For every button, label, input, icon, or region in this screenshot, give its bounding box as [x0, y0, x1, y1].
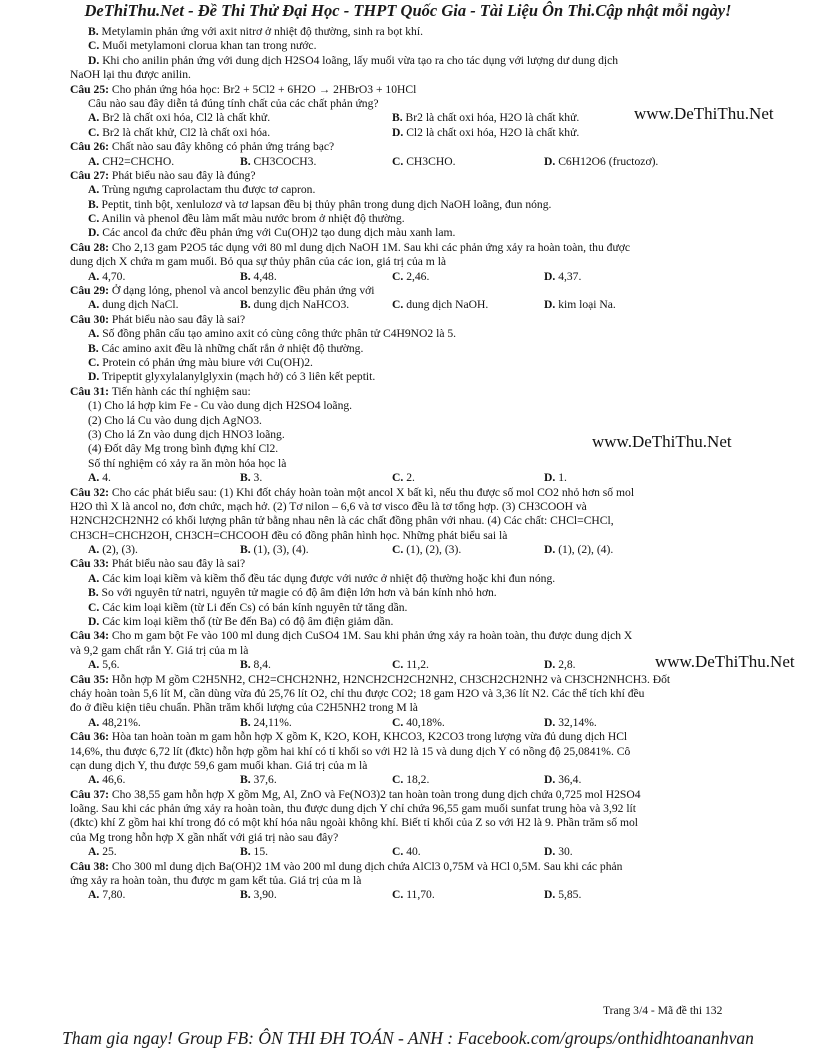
question-37-cont: (đktc) khí Z gồm hai khí trong đó có một khí hóa nâu ngoài không khí. Biết tỉ khối của Z so với H2 là 9. Phần trăm số mol: [70, 816, 639, 830]
option-line: A. Trùng ngưng caprolactam thu được tơ capron.: [88, 183, 316, 197]
question-35: Câu 35: Hỗn hợp M gồm C2H5NH2, CH2=CHCH2NH2, H2NCH2CH2CH2NH2, CH3CH2CH2NH2 và CH3CH2NHCH3. Đốt: [70, 672, 671, 686]
experiment-line: (3) Cho lá Zn vào dung dịch HNO3 loãng.: [88, 427, 285, 441]
choices-row: A. CH2=CHCHO. B. CH3COCH3. C. CH3CHO. D. C6H12O6 (fructozơ).: [88, 154, 659, 168]
question-34: Câu 34: Cho m gam bột Fe vào 100 ml dung dịch CuSO4 1M. Sau khi phản ứng xảy ra hoàn toàn, thu được dung dịch X: [70, 629, 633, 643]
choices-row: A. Br2 là chất oxi hóa, Cl2 là chất khử. B. Br2 là chất oxi hóa, H2O là chất khử.: [88, 111, 580, 125]
page-footer-link[interactable]: Tham gia ngay! Group FB: ÔN THI ĐH TOÁN - ANH : Facebook.com/groups/onthidhtoananhvan: [62, 1028, 754, 1048]
experiment-line: (4) Đốt dây Mg trong bình đựng khí Cl2.: [88, 442, 279, 456]
question-31-ask: Số thí nghiệm có xảy ra ăn mòn hóa học là: [88, 456, 287, 470]
question-34-cont: và 9,2 gam chất rắn Y. Giá trị của m là: [70, 643, 249, 657]
option-line: C. Anilin và phenol đều làm mất màu nước brom ở nhiệt độ thường.: [88, 212, 405, 226]
choices-row: A. 7,80. B. 3,90. C. 11,70. D. 5,85.: [88, 888, 582, 902]
option-line: C. Protein có phản ứng màu biure với Cu(OH)2.: [88, 355, 313, 369]
option-line: NaOH lại thu được anilin.: [70, 68, 191, 82]
choices-row: C. Br2 là chất khử, Cl2 là chất oxi hóa. D. Cl2 là chất oxi hóa, H2O là chất khử.: [88, 125, 580, 139]
question-37: Câu 37: Cho 38,55 gam hỗn hợp X gồm Mg, Al, ZnO và Fe(NO3)2 tan hoàn toàn trong dung dịch chứa 0,725 mol H2SO4: [70, 787, 641, 801]
question-38-cont: ứng xảy ra hoàn toàn, thu được m gam kết tủa. Giá trị của m là: [70, 874, 362, 888]
experiment-line: (2) Cho lá Cu vào dung dịch AgNO3.: [88, 413, 262, 427]
question-30: Câu 30: Phát biểu nào sau đây là sai?: [70, 312, 246, 326]
question-27: Câu 27: Phát biểu nào sau đây là đúng?: [70, 168, 256, 182]
choices-row: A. 4,70. B. 4,48. C. 2,46. D. 4,37.: [88, 269, 582, 283]
option-line: D. Các ancol đa chức đều phản ứng với Cu(OH)2 tạo dung dịch màu xanh lam.: [88, 226, 456, 240]
question-33: Câu 33: Phát biểu nào sau đây là sai?: [70, 557, 246, 571]
question-25: Câu 25: Cho phản ứng hóa học: Br2 + 5Cl2 + 6H2O → 2HBrO3 + 10HCl: [70, 82, 417, 96]
question-32-cont: H2NCH2CH2NH2 có khối lượng phân tử bằng nhau nên là các chất đồng phân với nhau. (4) Các chất: CHCl=CHCl,: [70, 514, 614, 528]
option-line: A. Các kim loại kiềm và kiềm thổ đều tác dụng được với nước ở nhiệt độ thường hoặc khi đun nóng.: [88, 571, 556, 585]
option-line: D. Khi cho anilin phản ứng với dung dịch H2SO4 loãng, lấy muối vừa tạo ra cho tác dụng với lượng dư dung dịch: [88, 53, 619, 67]
question-32: Câu 32: Cho các phát biểu sau: (1) Khi đốt cháy hoàn toàn một ancol X bất kì, nếu thu được số mol CO2 nhỏ hơn số mol: [70, 485, 635, 499]
question-25-sub: Câu nào sau đây diễn tả đúng tính chất của các chất phản ứng?: [88, 96, 379, 110]
choices-row: A. 25. B. 15. C. 40. D. 30.: [88, 845, 573, 859]
choices-row: A. dung dịch NaCl. B. dung dịch NaHCO3. C. dung dịch NaOH. D. kim loại Na.: [88, 298, 616, 312]
question-36-cont: 14,6%, thu được 6,72 lít (đktc) hỗn hợp gồm hai khí có tỉ khối so với H2 là 15 và dung dịch Y có nồng độ 25,0841%. Cô: [70, 744, 631, 758]
choices-row: A. (2), (3). B. (1), (3), (4). C. (1), (2), (3). D. (1), (2), (4).: [88, 543, 614, 557]
question-38: Câu 38: Cho 300 ml dung dịch Ba(OH)2 1M vào 200 ml dung dịch chứa AlCl3 0,75M và HCl 0,5M. Sau khi các phản: [70, 859, 623, 873]
option-line: D. Các kim loại kiềm thổ (từ Be đến Ba) có độ âm điện giảm dần.: [88, 615, 394, 629]
question-32-cont: CH3CH=CHCH2OH, CH3CH=CHCOOH đều có đồng phân hình học. Những phát biểu sai là: [70, 528, 508, 542]
exam-content: [70, 25, 748, 903]
option-line: B. So với nguyên tử natri, nguyên tử magie có độ âm điện lớn hơn và bán kính nhỏ hơn.: [88, 586, 497, 600]
option-line: A. Số đồng phân cấu tạo amino axit có cùng công thức phân tử C4H9NO2 là 5.: [88, 327, 457, 341]
watermark-1: www.DeThiThu.Net: [634, 104, 774, 123]
question-28: Câu 28: Cho 2,13 gam P2O5 tác dụng với 80 ml dung dịch NaOH 1M. Sau khi các phản ứng xảy ra hoàn toàn, thu được: [70, 240, 631, 254]
watermark-3: www.DeThiThu.Net: [655, 652, 795, 671]
question-26: Câu 26: Chất nào sau đây không có phản ứng tráng bạc?: [70, 140, 335, 154]
experiment-line: (1) Cho lá hợp kim Fe - Cu vào dung dịch H2SO4 loãng.: [88, 399, 353, 413]
option-line: C. Các kim loại kiềm (từ Li đến Cs) có bán kính nguyên tử tăng dần.: [88, 600, 408, 614]
choices-row: A. 4. B. 3. C. 2. D. 1.: [88, 471, 567, 485]
question-32-cont: H2O thì X là ancol no, đơn chức, mạch hở. (2) Tơ nilon – 6,6 và tơ visco đều là tơ tổng hợp. (3) CH3COOH và: [70, 499, 587, 513]
choices-row: A. 5,6. B. 8,4. C. 11,2. D. 2,8.: [88, 658, 576, 672]
option-line: B. Metylamin phản ứng với axit nitrơ ở nhiệt độ thường, sinh ra bọt khí.: [88, 25, 423, 38]
option-line: B. Peptit, tinh bột, xenlulozơ và tơ lapsan đều bị thủy phân trong dung dịch NaOH loãng, đun nóng.: [88, 197, 552, 211]
option-line: D. Tripeptit glyxylalanylglyxin (mạch hở) có 3 liên kết peptit.: [88, 370, 376, 384]
watermark-2: www.DeThiThu.Net: [592, 432, 732, 451]
question-36-cont: cạn dung dịch Y, thu được 59,6 gam muối khan. Giá trị của m là: [70, 758, 368, 772]
question-35-cont: đo ở điều kiện tiêu chuẩn. Phần trăm khối lượng của C2H5NH2 trong M là: [70, 701, 418, 715]
question-35-cont: cháy hoàn toàn 5,6 lít M, cần dùng vừa đủ 25,76 lít O2, chỉ thu được CO2; 18 gam H2O và 3,36 lít N2. Các thể tích khí đều: [70, 686, 645, 700]
page-header: DeThiThu.Net - Đề Thi Thử Đại Học - THPT Quốc Gia - Tài Liệu Ôn Thi.Cập nhật mỗi ngày!: [84, 1, 732, 20]
choices-row: A. 48,21%. B. 24,11%. C. 40,18%. D. 32,14%.: [88, 715, 597, 729]
question-31: Câu 31: Tiến hành các thí nghiệm sau:: [70, 384, 251, 398]
question-36: Câu 36: Hòa tan hoàn toàn m gam hỗn hợp X gồm K, K2O, KOH, KHCO3, K2CO3 trong lượng vừa đủ dung dịch HCl: [70, 730, 628, 744]
option-line: C. Muối metylamoni clorua khan tan trong nước.: [88, 39, 317, 53]
choices-row: A. 46,6. B. 37,6. C. 18,2. D. 36,4.: [88, 773, 582, 787]
question-37-cont: loãng. Sau khi các phản ứng xảy ra hoàn toàn, thu được dung dịch Y chỉ chứa 96,55 gam muối sunfat trung hòa và 3,92 lít: [70, 802, 637, 816]
question-29: Câu 29: Ở dạng lỏng, phenol và ancol benzylic đều phản ứng với: [70, 284, 375, 298]
question-37-cont: của Mg trong hỗn hợp X gần nhất với giá trị nào sau đây?: [70, 830, 339, 844]
option-line: B. Các amino axit đều là những chất rắn ở nhiệt độ thường.: [88, 341, 364, 355]
page-number: Trang 3/4 - Mã đề thi 132: [603, 1004, 723, 1017]
question-28-cont: dung dịch X chứa m gam muối. Bỏ qua sự thủy phân của các ion, giá trị của m là: [70, 255, 447, 269]
